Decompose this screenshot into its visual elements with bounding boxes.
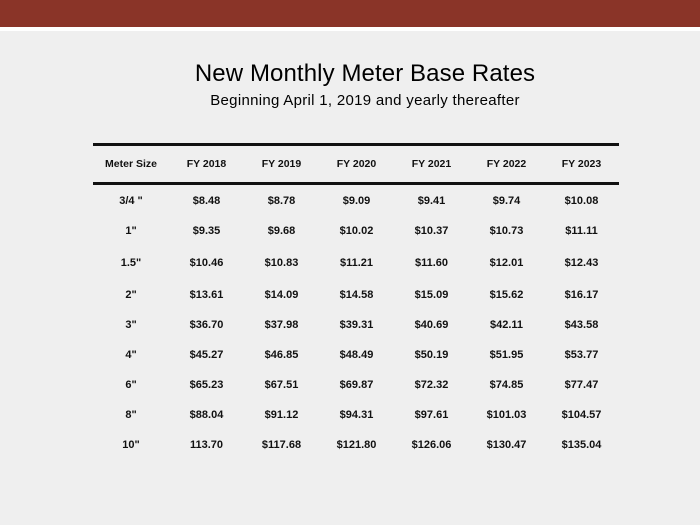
rate-cell: $40.69 — [414, 319, 449, 331]
meter-size-cell: 3" — [125, 319, 137, 331]
meter-size-cell: 3/4 " — [119, 194, 143, 207]
rate-cell: $117.68 — [261, 439, 302, 451]
rate-cell: $39.31 — [339, 319, 374, 331]
table-row — [93, 340, 619, 370]
rate-cell: $9.74 — [492, 194, 521, 207]
column-header-fy-2021: FY 2021 — [411, 158, 452, 170]
rate-cell: $74.85 — [489, 379, 524, 391]
rate-cell: $65.23 — [189, 379, 224, 391]
column-header-fy-2020: FY 2020 — [336, 158, 377, 170]
table-row — [93, 400, 619, 430]
rate-cell: $11.11 — [565, 225, 598, 237]
table-row — [93, 370, 619, 400]
rate-cell: $51.95 — [489, 349, 524, 361]
rate-cell: $91.12 — [264, 409, 299, 421]
meter-size-cell: 8" — [125, 409, 137, 421]
rate-cell: $45.27 — [189, 349, 224, 361]
rate-cell: $14.58 — [339, 289, 374, 301]
rate-cell: $53.77 — [564, 349, 599, 361]
table-row — [93, 430, 619, 460]
rate-cell: $12.01 — [489, 257, 524, 269]
rate-cell: $9.09 — [342, 194, 371, 207]
rate-cell: $9.41 — [417, 194, 446, 207]
rate-cell: $9.35 — [192, 225, 221, 237]
meter-size-cell: 6" — [125, 379, 137, 391]
rate-cell: $50.19 — [414, 349, 449, 361]
rate-cell: $121.80 — [336, 439, 377, 451]
rate-cell: $13.61 — [189, 289, 224, 301]
rate-cell: $11.21 — [339, 257, 374, 269]
rate-cell: $135.04 — [561, 439, 602, 451]
table-row — [93, 185, 619, 216]
rate-cell: $10.73 — [489, 225, 524, 237]
table-row — [93, 246, 619, 280]
rate-cell: $88.04 — [189, 409, 224, 421]
rate-cell: $9.68 — [267, 225, 296, 237]
column-header-fy-2022: FY 2022 — [486, 158, 527, 170]
rate-cell: $104.57 — [561, 409, 602, 421]
table-row — [93, 216, 619, 246]
rate-cell: $10.83 — [264, 257, 299, 269]
rate-cell: $48.49 — [339, 349, 374, 361]
rate-cell: $67.51 — [264, 379, 299, 391]
rate-cell: $10.37 — [414, 225, 449, 237]
column-header-meter-size: Meter Size — [105, 158, 157, 170]
rate-cell: $15.09 — [414, 289, 449, 301]
rate-cell: $77.47 — [564, 379, 599, 391]
table-body — [93, 182, 619, 460]
rate-cell: $10.46 — [189, 257, 224, 269]
rate-cell: $130.47 — [486, 439, 527, 451]
header-accent-bar — [0, 0, 700, 27]
rate-cell: $11.60 — [414, 257, 449, 269]
table-header-row — [93, 146, 619, 182]
slide-subtitle: Beginning April 1, 2019 and yearly thereafter — [210, 92, 520, 109]
rate-cell: $10.08 — [564, 194, 599, 207]
rate-cell: $42.11 — [489, 319, 524, 331]
header-accent-divider — [0, 27, 700, 31]
table-row — [93, 280, 619, 310]
column-header-fy-2019: FY 2019 — [261, 158, 302, 170]
meter-size-cell: 10" — [122, 439, 140, 451]
rate-cell: $126.06 — [411, 439, 452, 451]
rates-table — [93, 146, 619, 460]
rate-cell: $94.31 — [339, 409, 374, 421]
rate-cell: $69.87 — [339, 379, 374, 391]
rate-cell: $37.98 — [264, 319, 299, 331]
meter-size-cell: 4" — [125, 349, 137, 361]
rate-cell: $101.03 — [486, 409, 527, 421]
table-row — [93, 310, 619, 340]
meter-size-cell: 2" — [125, 289, 137, 301]
column-header-fy-2023: FY 2023 — [561, 158, 602, 170]
rate-cell: $12.43 — [564, 257, 599, 269]
rate-cell: $97.61 — [414, 409, 449, 421]
rate-cell: $10.02 — [339, 225, 374, 237]
rate-cell: $14.09 — [264, 289, 299, 301]
rate-cell: $8.78 — [267, 194, 296, 207]
meter-size-cell: 1.5" — [120, 257, 142, 269]
meter-size-cell: 1" — [125, 225, 137, 237]
rate-cell: $43.58 — [564, 319, 599, 331]
rate-cell: $16.17 — [564, 289, 599, 301]
rate-cell: 113.70 — [189, 439, 224, 451]
rate-cell: $15.62 — [489, 289, 524, 301]
column-header-fy-2018: FY 2018 — [186, 158, 227, 170]
rate-cell: $46.85 — [264, 349, 299, 361]
slide-title: New Monthly Meter Base Rates — [194, 60, 536, 87]
rate-cell: $36.70 — [189, 319, 224, 331]
rate-cell: $72.32 — [414, 379, 449, 391]
rate-cell: $8.48 — [192, 194, 221, 207]
